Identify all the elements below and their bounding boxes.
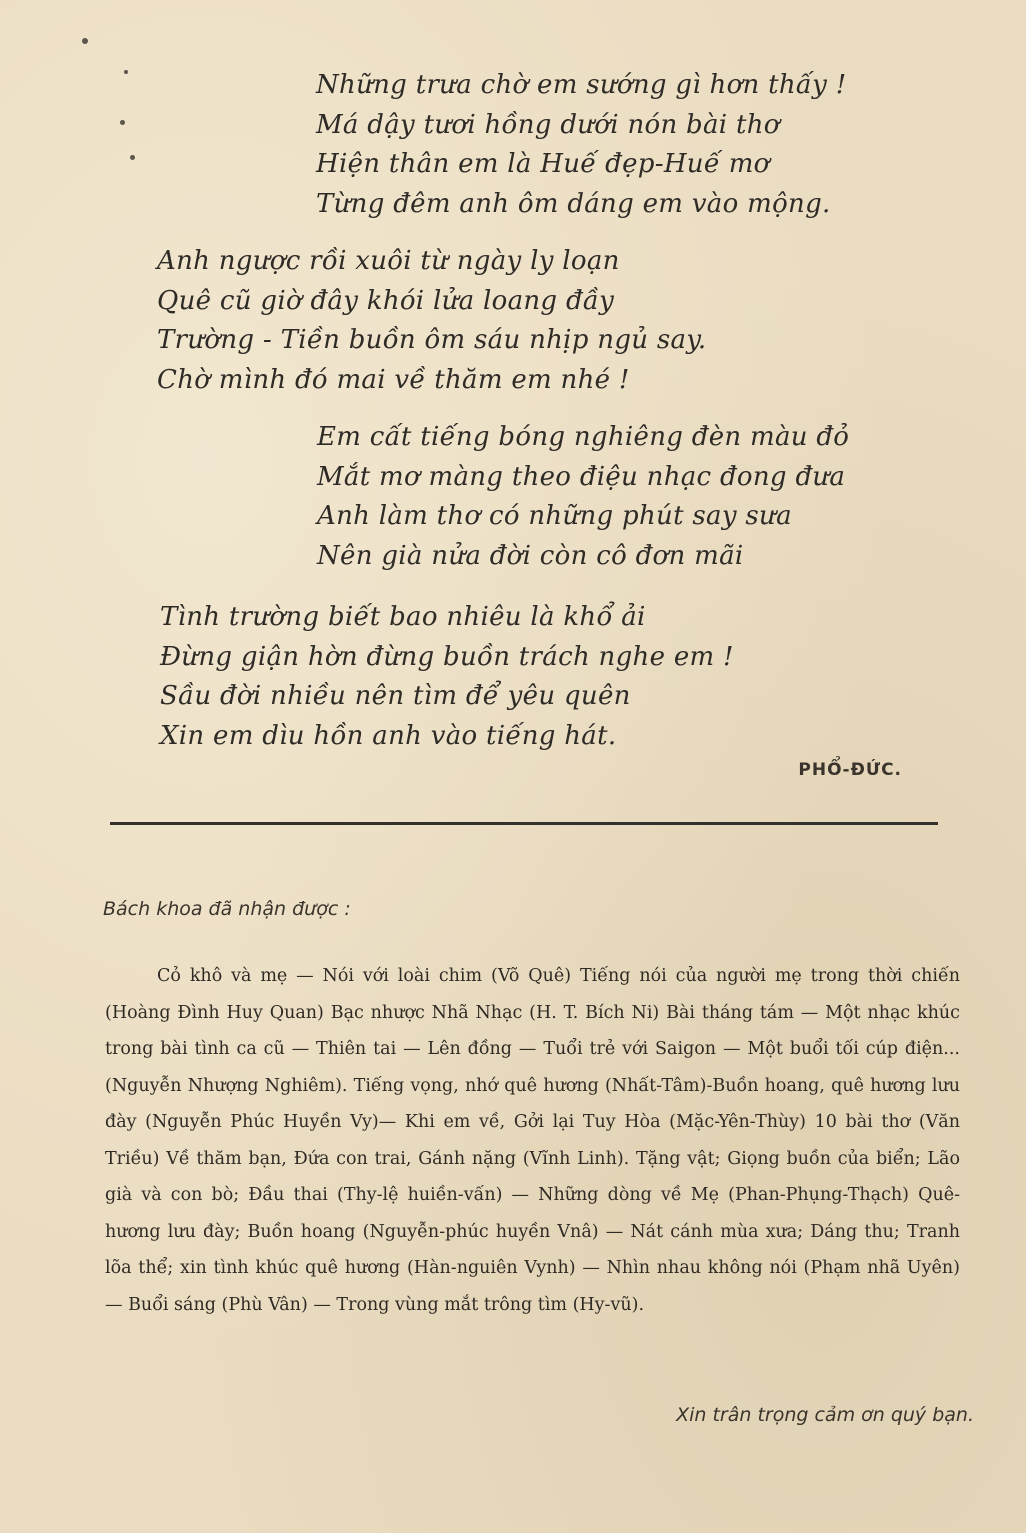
section-divider — [110, 822, 938, 825]
received-list: Cỏ khô và mẹ — Nói với loài chim (Võ Quê) Tiếng nói của người mẹ trong thời chiến (Hoàng Đình Huy Quan) Bạc nhược Nhã Nhạc (H. T. Bích Ni) Bài tháng tám — Một nhạc khúc trong bài tình ca cũ — Thiên tai — Lên đồng — Tuổi trẻ với Saigon — Một buổi tối cúp điện... (Nguyễn Nhượng Nghiêm). Tiếng vọng, nhớ quê hương (Nhất-Tâm)-Buồn hoang, quê hương lưu đày (Nguyễn Phúc Huyền Vy)— Khi em về, Gởi lại Tuy Hòa (Mặc-Yên-Thùy) 10 bài thơ (Văn Triều) Về thăm bạn, Đứa con trai, Gánh nặng (Vĩnh Linh). Tặng vật; Giọng buồn của biển; Lão già và con bò; Đầu thai (Thy-lệ huiền-vấn) — Những dòng về Mẹ (Phan-Phụng-Thạch) Quê-hương lưu đày; Buồn hoang (Nguyễn-phúc huyền Vnâ) — Nát cánh mùa xưa; Dáng thu; Tranh lõa thể; xin tình khúc quê hương (Hàn-nguiên Vynh) — Nhìn nhau không nói (Phạm nhã Uyên) — Buổi sáng (Phù Vân) — Trong vùng mắt trông tìm (Hy-vũ). — [105, 966, 960, 1315]
poem-line: Chờ mình đó mai về thăm em nhé ! — [157, 364, 630, 395]
poem-stanza-4 — [160, 598, 734, 756]
received-heading: Bách khoa đã nhận được : — [103, 898, 351, 920]
poem-author: PHỔ-ĐỨC. — [798, 760, 902, 780]
print-speck — [82, 38, 88, 44]
poem-line: Đừng giận hờn đừng buồn trách nghe em ! — [160, 641, 734, 672]
poem-line: Trường - Tiền buồn ôm sáu nhịp ngủ say. — [157, 325, 707, 355]
poem-line: Từng đêm anh ôm dáng em vào mộng. — [316, 188, 831, 219]
print-speck — [120, 120, 125, 125]
print-speck — [124, 70, 128, 74]
thanks-note: Xin trân trọng cảm ơn quý bạn. — [676, 1404, 974, 1426]
poem-line: Hiện thân em là Huế đẹp-Huế mơ — [316, 149, 770, 179]
poem-line: Anh làm thơ có những phút say sưa — [317, 501, 792, 531]
poem-line: Xin em dìu hồn anh vào tiếng hát. — [160, 720, 617, 751]
poem-line: Sầu đời nhiều nên tìm để yêu quên — [160, 681, 631, 711]
poem-line: Em cất tiếng bóng nghiêng đèn màu đỏ — [317, 422, 850, 452]
poem-line: Nên già nửa đời còn cô đơn mãi — [317, 540, 744, 571]
poem-line: Anh ngược rồi xuôi từ ngày ly loạn — [157, 246, 620, 276]
poem-stanza-2 — [157, 242, 706, 400]
poem-stanza-1 — [316, 66, 846, 224]
poem-line: Mắt mơ màng theo điệu nhạc đong đưa — [317, 461, 846, 492]
poem-line: Những trưa chờ em sướng gì hơn thấy ! — [316, 70, 847, 100]
poem-stanza-3 — [317, 418, 849, 576]
poem-line: Má dậy tươi hồng dưới nón bài thơ — [316, 109, 780, 140]
poem-line: Tình trường biết bao nhiêu là khổ ải — [160, 602, 646, 632]
print-speck — [130, 155, 135, 160]
poem-line: Quê cũ giờ đây khói lửa loang đầy — [157, 285, 615, 316]
